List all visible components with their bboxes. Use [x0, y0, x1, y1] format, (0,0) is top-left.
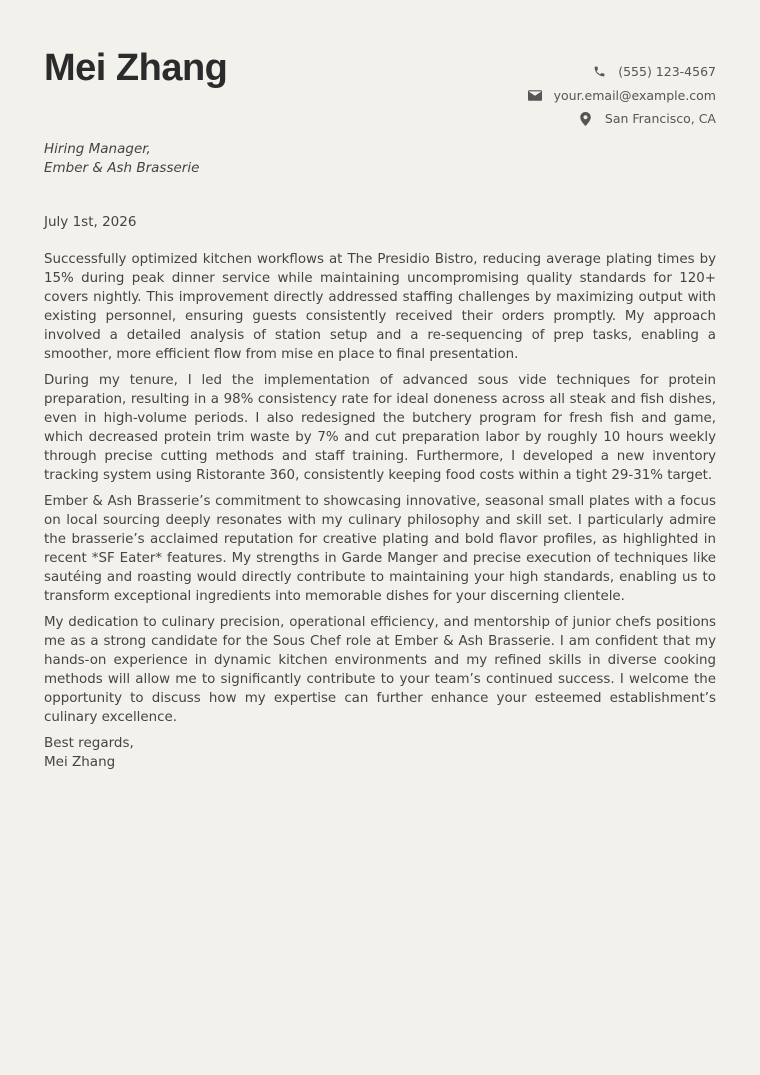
- closing-signature: Mei Zhang: [44, 754, 116, 770]
- letter-body: [44, 250, 716, 727]
- cover-letter: [44, 0, 716, 772]
- letter-header: [44, 0, 716, 134]
- contact-location: [528, 107, 716, 131]
- body-paragraph: Ember & Ash Brasserie’s commitment to showcasing innovative, seasonal small plates with a focus on local sourcing deeply resonates with my culinary philosophy and skill set. I particularly admire the brasserie’s acclaimed reputation for creative plating and bold flavor profiles, as highlighted in recent *SF Eater* features. My strengths in Garde Manger and precise execution of techniques like sautéing and roasting would directly contribute to maintaining your high standards, enabling us to transform exceptional ingredients into memorable dishes for your discerning clientele.: [44, 494, 716, 604]
- closing-salutation: Best regards,: [44, 735, 134, 751]
- envelope-icon: [528, 88, 542, 102]
- body-paragraph: Successfully optimized kitchen workflows at The Presidio Bistro, reducing average plating times by 15% during peak dinner service while maintaining uncompromising quality standards for 120+ covers nightly. This improvement directly addressed staffing challenges by maximizing output with existing personnel, ensuring guests consistently received their orders promptly. My approach involved a detailed analysis of station setup and a re-sequencing of prep tasks, enabling a smoother, more efficient flow from mise en place to final presentation.: [44, 252, 716, 362]
- applicant-name: Mei Zhang: [44, 47, 228, 89]
- recipient-company: Ember & Ash Brasserie: [44, 160, 200, 176]
- letter-closing: [44, 734, 716, 772]
- contact-info: [528, 60, 716, 131]
- contact-phone: [528, 60, 716, 84]
- location-text: San Francisco, CA: [604, 111, 716, 127]
- recipient-block: [44, 140, 716, 178]
- letter-date: July 1st, 2026: [44, 214, 137, 230]
- body-paragraph: My dedication to culinary precision, operational efficiency, and mentorship of junior chefs positions me as a strong candidate for the Sous Chef role at Ember & Ash Brasserie. I am confident that my hands-on experience in dynamic kitchen environments and my refined skills in diverse cooking methods will allow me to significantly contribute to your team’s continued success. I welcome the opportunity to discuss how my expertise can further enhance your esteemed establishment’s culinary excellence.: [44, 615, 716, 725]
- map-pin-icon: [579, 112, 593, 126]
- phone-icon: [592, 65, 606, 79]
- body-paragraph: During my tenure, I led the implementation of advanced sous vide techniques for protein preparation, resulting in a 98% consistency rate for ideal doneness across all steak and fish dishes, even in high-volume periods. I also redesigned the butchery program for fresh fish and game, which decreased protein trim waste by 7% and cut preparation labor by roughly 10 hours weekly through precise cutting methods and staff training. Furthermore, I developed a new inventory tracking system using Ristorante 360, consistently keeping food costs within a tight 29-31% target.: [44, 373, 716, 483]
- recipient-title: Hiring Manager,: [44, 141, 151, 157]
- contact-email: [528, 84, 716, 108]
- phone-number: (555) 123-4567: [618, 64, 716, 80]
- email-address: your.email@example.com: [553, 87, 716, 103]
